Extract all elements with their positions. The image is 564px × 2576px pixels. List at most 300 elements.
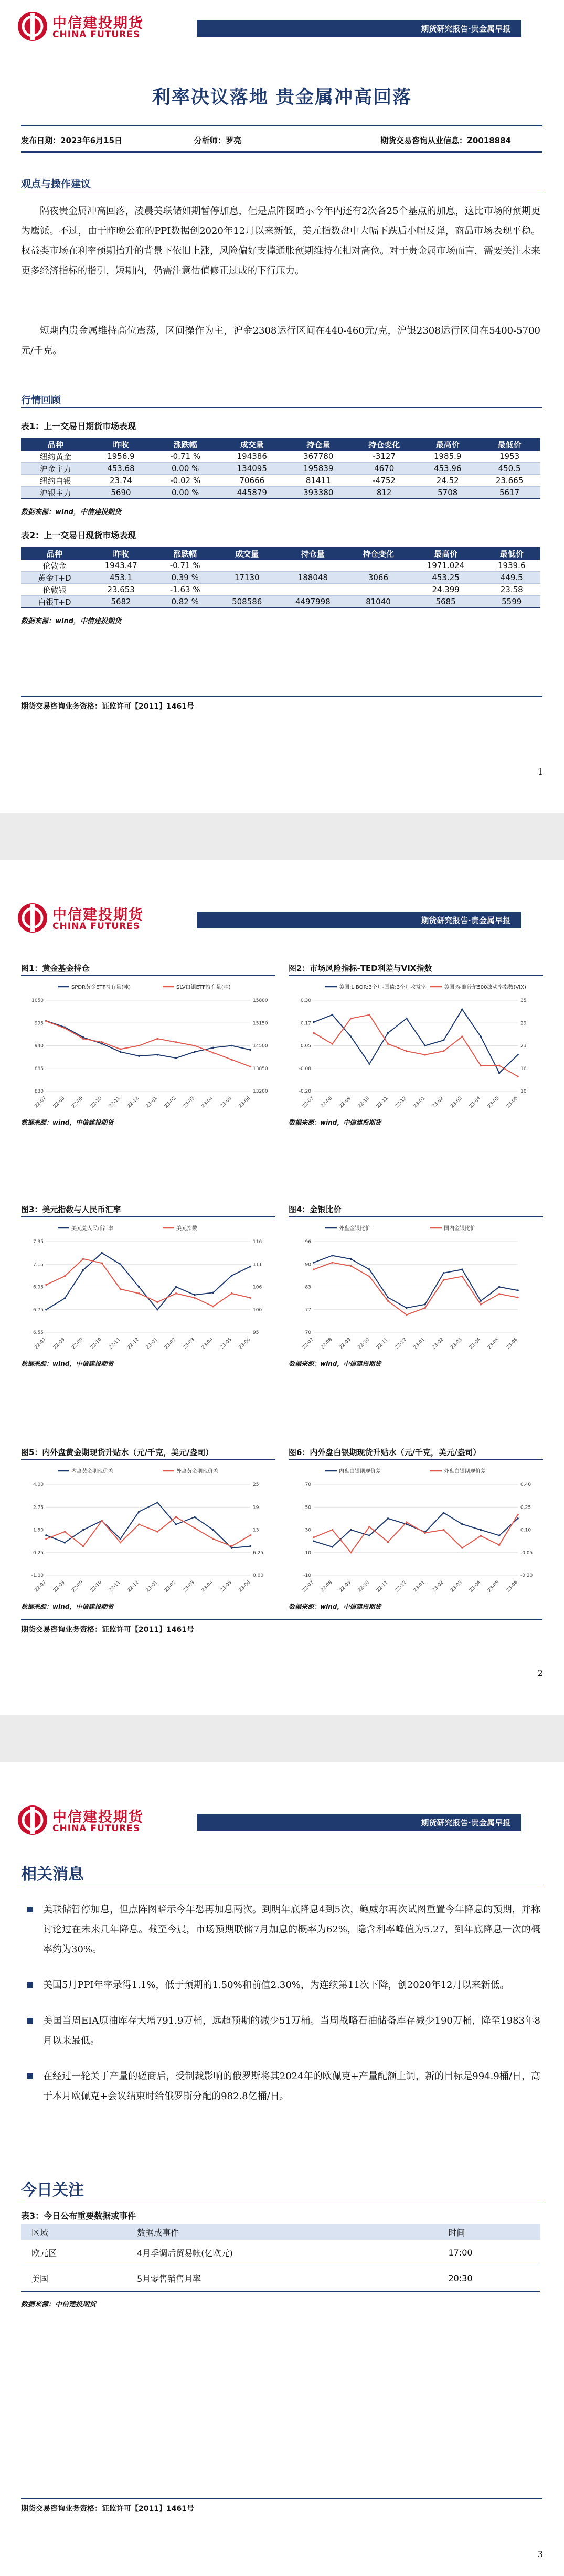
- data-point: [138, 1511, 140, 1513]
- y-tick-label: 70: [305, 1330, 311, 1335]
- chart-source: 数据来源：wind，中信建投期货: [21, 1603, 114, 1610]
- data-point: [175, 1516, 177, 1518]
- x-tick-label: 23-05: [487, 1096, 501, 1109]
- x-tick-label: 23-06: [238, 1337, 252, 1351]
- table-cell: 3066: [348, 572, 408, 584]
- section-heading-review: 行情回顾: [21, 394, 61, 406]
- legend-label: 美国:标准普尔500波动率指数(VIX): [444, 985, 526, 990]
- table-cell: 伦敦银: [21, 584, 88, 596]
- report-title: 利率决议落地 贵金属冲高回落: [152, 87, 412, 108]
- chart-title-line: [289, 1459, 543, 1460]
- series-line: [314, 1009, 518, 1073]
- footer-line: [21, 696, 542, 697]
- table-cell: 4497998: [278, 596, 348, 608]
- data-point: [461, 1276, 463, 1278]
- x-tick-label: 23-06: [238, 1096, 252, 1109]
- table-header-cell: 持仓变化: [348, 547, 408, 560]
- table-row: [21, 487, 540, 499]
- x-tick-label: 22-10: [89, 1096, 103, 1109]
- data-point: [249, 1545, 251, 1547]
- data-point: [175, 1057, 177, 1059]
- chart-title: 图2：市场风险指标-TED利差与VIX指数: [289, 964, 432, 973]
- table-header-cell: 时间: [438, 2224, 540, 2240]
- chart-block-5: [21, 1447, 275, 1609]
- data-point: [498, 1072, 501, 1074]
- data-point: [517, 1076, 519, 1078]
- data-point: [120, 1538, 122, 1540]
- table-cell: 1971.024: [409, 560, 483, 572]
- news-heading: 相关消息: [21, 1865, 84, 1884]
- y2-tick-label: 13200: [253, 1089, 268, 1094]
- page-gap: [0, 813, 564, 860]
- header-label: 期货研究报告·贵金属早报: [421, 1818, 510, 1827]
- data-point: [231, 1045, 233, 1047]
- y2-tick-label: 14500: [253, 1043, 268, 1049]
- data-point: [45, 1538, 47, 1540]
- chart-title: 图1：黄金基金持仓: [21, 964, 90, 973]
- table-cell: 0.82 %: [154, 596, 216, 608]
- x-tick-label: 22-08: [320, 1096, 334, 1109]
- series-line: [46, 1517, 250, 1546]
- y-tick-label: -10: [303, 1573, 311, 1578]
- chart-title: 图5：内外盘黄金期现货升贴水（元/千克，美元/盎司）: [21, 1448, 214, 1457]
- series-line: [46, 1259, 250, 1307]
- data-point: [443, 1050, 445, 1052]
- data-point: [424, 1054, 426, 1056]
- y-tick-label: -0.20: [299, 1089, 311, 1094]
- data-point: [517, 1517, 519, 1520]
- table-cell: 0.00 %: [152, 487, 219, 499]
- legend-label: 内盘白银期现价差: [339, 1469, 381, 1474]
- data-point: [138, 1286, 140, 1288]
- page-header: [0, 0, 564, 50]
- chart-title-line: [21, 975, 275, 976]
- table-header-cell: 最低价: [483, 547, 540, 560]
- table-cell: 5月零售销售月率: [126, 2265, 438, 2292]
- table-cell: -0.71 %: [152, 451, 219, 463]
- x-tick-label: 23-01: [412, 1096, 427, 1109]
- data-point: [212, 1306, 214, 1308]
- chart-source: 数据来源：wind，中信建投期货: [289, 1603, 381, 1610]
- table-cell: 5685: [409, 596, 483, 608]
- table-row: [21, 2265, 540, 2292]
- data-point: [443, 1529, 445, 1531]
- data-point: [443, 1272, 445, 1274]
- table-cell: 188048: [278, 572, 348, 584]
- brand-name-cn: 中信建投期货: [52, 1809, 144, 1825]
- data-point: [64, 1531, 66, 1533]
- x-tick-label: 23-02: [164, 1580, 177, 1594]
- x-tick-label: 22-08: [52, 1337, 66, 1351]
- company-logo-icon: [17, 10, 48, 42]
- series-line: [314, 1515, 518, 1553]
- divider: [21, 407, 542, 408]
- footer-line: [21, 2498, 542, 2499]
- y2-tick-label: 23: [520, 1043, 527, 1049]
- chart-title: 图4：金银比价: [289, 1205, 342, 1214]
- x-tick-label: 22-12: [394, 1580, 408, 1594]
- table-cell: 453.96: [417, 463, 478, 475]
- x-tick-label: 23-04: [468, 1337, 482, 1351]
- table-row: [21, 451, 540, 463]
- y2-tick-label: -0.20: [520, 1573, 533, 1578]
- chart-usd-cny: [21, 1221, 275, 1354]
- data-point: [156, 1038, 158, 1040]
- y-tick-label: 77: [305, 1307, 311, 1313]
- table-cell: 195839: [285, 463, 352, 475]
- table-cell: 70666: [219, 475, 285, 487]
- series-line: [314, 1256, 518, 1308]
- bullet-icon: [27, 2073, 33, 2079]
- brand-name-en: CHINA FUTURES: [52, 1823, 141, 1834]
- data-point: [387, 1043, 389, 1045]
- table-header-cell: 品种: [21, 547, 88, 560]
- data-point: [82, 1529, 84, 1531]
- data-point: [424, 1045, 426, 1047]
- table-cell: 5682: [88, 596, 154, 608]
- y2-tick-label: 25: [253, 1482, 259, 1488]
- data-point: [368, 1063, 370, 1065]
- table-cell: 白银T+D: [21, 596, 88, 608]
- x-tick-label: 22-12: [126, 1337, 140, 1351]
- table-cell: 23.653: [88, 584, 154, 596]
- data-point: [101, 1252, 103, 1254]
- bullet-icon: [27, 2018, 33, 2024]
- data-point: [480, 1535, 482, 1537]
- table-cell: -4752: [352, 475, 417, 487]
- table-header-cell: 成交量: [216, 547, 278, 560]
- table-cell: 367780: [285, 451, 352, 463]
- data-point: [406, 1307, 408, 1309]
- data-point: [350, 1552, 352, 1554]
- table-cell: -1.63 %: [154, 584, 216, 596]
- data-point: [443, 1279, 445, 1281]
- data-point: [461, 1547, 463, 1549]
- x-tick-label: 22-12: [394, 1096, 408, 1109]
- table-cell: 445879: [219, 487, 285, 499]
- data-point: [249, 1049, 251, 1051]
- data-point: [406, 1521, 408, 1523]
- data-point: [120, 1542, 122, 1544]
- data-point: [350, 1035, 352, 1038]
- table-row: [21, 560, 540, 572]
- data-point: [498, 1293, 501, 1295]
- table-cell: -0.02 %: [152, 475, 219, 487]
- table-cell: 453.25: [409, 572, 483, 584]
- table-cell: 20:30: [438, 2265, 540, 2292]
- data-point: [212, 1047, 214, 1049]
- data-point: [45, 1534, 47, 1536]
- header-label: 期货研究报告·贵金属早报: [421, 916, 510, 925]
- y-tick-label: -1.00: [31, 1573, 44, 1578]
- data-point: [480, 1529, 482, 1531]
- x-tick-label: 23-04: [468, 1096, 482, 1109]
- header-label: 期货研究报告·贵金属早报: [421, 24, 510, 34]
- data-point: [138, 1292, 140, 1295]
- futures-table: [21, 438, 540, 499]
- data-point: [332, 1262, 334, 1264]
- y2-tick-label: 0.25: [520, 1505, 531, 1511]
- data-point: [350, 1529, 352, 1531]
- y-tick-label: 7.35: [33, 1239, 44, 1245]
- data-point: [249, 1534, 251, 1536]
- page-header: [0, 1794, 564, 1844]
- table-cell: [216, 560, 278, 572]
- data-point: [156, 1502, 158, 1504]
- data-point: [313, 1268, 315, 1270]
- x-tick-label: 22-11: [108, 1580, 122, 1594]
- divider: [21, 125, 542, 126]
- x-tick-label: 23-06: [505, 1580, 519, 1594]
- legend-label: 美国:LIBOR:3个月-国债:3个月收益率: [339, 985, 427, 990]
- data-point: [194, 1051, 196, 1053]
- data-point: [461, 1523, 463, 1525]
- divider: [21, 151, 542, 153]
- table-cell: 4670: [352, 463, 417, 475]
- data-point: [498, 1544, 501, 1546]
- chart-block-4: [289, 1204, 543, 1366]
- footer-text: 期货交易咨询业务资格：证监许可【2011】1461号: [21, 1626, 194, 1634]
- x-tick-label: 23-02: [164, 1096, 177, 1109]
- x-tick-label: 22-07: [34, 1337, 48, 1351]
- data-point: [231, 1547, 233, 1549]
- footer-text: 期货交易咨询业务资格：证监许可【2011】1461号: [21, 2505, 194, 2513]
- x-tick-label: 22-07: [34, 1580, 48, 1594]
- data-point: [64, 1297, 66, 1299]
- table-cell: 1943.47: [88, 560, 154, 572]
- x-tick-label: 22-08: [52, 1096, 66, 1109]
- table-cell: -0.71 %: [154, 560, 216, 572]
- x-tick-label: 22-07: [34, 1096, 48, 1109]
- x-tick-label: 23-03: [450, 1096, 464, 1109]
- x-tick-label: 22-07: [301, 1096, 315, 1109]
- chart-title-line: [289, 1216, 543, 1217]
- x-tick-label: 22-08: [320, 1337, 334, 1351]
- page-3: [0, 1762, 564, 2576]
- page-1: [0, 0, 564, 813]
- page-number: 2: [537, 1668, 543, 1678]
- table-header-cell: 昨收: [90, 438, 152, 451]
- data-point: [212, 1292, 214, 1294]
- data-point: [424, 1303, 426, 1306]
- data-point: [82, 1258, 84, 1260]
- data-point: [194, 1045, 196, 1047]
- y-tick-label: 0.30: [300, 998, 311, 1003]
- series-line: [46, 1253, 250, 1310]
- chart-title-line: [21, 1459, 275, 1460]
- data-point: [249, 1066, 251, 1068]
- news-item: [21, 1975, 540, 1995]
- x-tick-label: 23-04: [200, 1580, 215, 1594]
- y-tick-label: 885: [34, 1066, 44, 1072]
- table-row: [21, 572, 540, 584]
- bullet-icon: [27, 1982, 33, 1988]
- data-point: [194, 1294, 196, 1296]
- table-cell: 81411: [285, 475, 352, 487]
- data-point: [443, 1039, 445, 1041]
- chart-source: 数据来源：wind，中信建投期货: [21, 1119, 114, 1126]
- table-header-cell: 区域: [21, 2224, 126, 2240]
- y-tick-label: 10: [305, 1550, 311, 1556]
- data-point: [424, 1532, 426, 1534]
- brand-name-cn: 中信建投期货: [52, 15, 144, 31]
- data-point: [138, 1523, 140, 1525]
- y-tick-label: 1.50: [33, 1527, 44, 1533]
- table-cell: 194386: [219, 451, 285, 463]
- y2-tick-label: -0.05: [520, 1550, 533, 1556]
- series-line: [314, 1263, 518, 1315]
- x-tick-label: 23-01: [145, 1580, 159, 1594]
- y-tick-label: 1050: [31, 998, 44, 1003]
- x-tick-label: 23-05: [219, 1096, 233, 1109]
- x-tick-label: 23-01: [145, 1096, 159, 1109]
- y2-tick-label: 95: [253, 1330, 259, 1335]
- x-tick-label: 22-10: [357, 1096, 371, 1109]
- table-header-cell: 持仓量: [278, 547, 348, 560]
- data-point: [461, 1268, 463, 1270]
- data-point: [498, 1065, 501, 1067]
- y2-tick-label: 13: [253, 1527, 259, 1533]
- x-tick-label: 22-07: [301, 1580, 315, 1594]
- table-cell: 0.39 %: [154, 572, 216, 584]
- y-tick-label: 7.15: [33, 1262, 44, 1268]
- legend-label: 内盘黄金期现价差: [71, 1469, 113, 1474]
- x-tick-label: 22-11: [376, 1580, 389, 1594]
- bullet-icon: [27, 1907, 33, 1912]
- data-point: [461, 1009, 463, 1011]
- y2-tick-label: 16: [520, 1066, 527, 1072]
- x-tick-label: 23-01: [145, 1337, 159, 1351]
- y2-tick-label: 6.25: [253, 1550, 264, 1556]
- y-tick-label: 70: [305, 1482, 311, 1488]
- series-line: [46, 1021, 250, 1058]
- data-point: [64, 1542, 66, 1544]
- data-point: [498, 1286, 501, 1288]
- table-cell: 伦敦金: [21, 560, 88, 572]
- data-point: [231, 1292, 233, 1295]
- chart-gold-basis: [21, 1463, 275, 1597]
- news-text: 美联储暂停加息，但点阵图暗示今年恐再加息两次。到明年底降息4到5次，鲍威尔再次试图重置今年降息的预期，并称讨论过在未来几年降息。截至今晨，市场预期联储7月加息的概率为62%，隐含利率峰值为5.27，到年底降息一次的概率约为30%。: [43, 1904, 540, 1955]
- table-cell: 508586: [216, 596, 278, 608]
- table-cell: 1939.6: [483, 560, 540, 572]
- news-item: [21, 2011, 540, 2051]
- today-heading: 今日关注: [21, 2181, 84, 2199]
- table-header-cell: 成交量: [219, 438, 285, 451]
- x-tick-label: 22-10: [89, 1580, 103, 1594]
- table-cell: 5708: [417, 487, 478, 499]
- y2-tick-label: 35: [520, 998, 527, 1003]
- page-header: [0, 892, 564, 942]
- y-tick-label: 6.55: [33, 1330, 44, 1335]
- data-point: [387, 1032, 389, 1034]
- data-point: [368, 1014, 370, 1016]
- data-point: [231, 1275, 233, 1277]
- company-logo-icon: [17, 1804, 48, 1836]
- x-tick-label: 22-10: [89, 1337, 103, 1351]
- y2-tick-label: 10: [520, 1089, 527, 1094]
- x-tick-label: 23-03: [182, 1337, 196, 1351]
- legend-label: 国内金银比价: [444, 1226, 475, 1232]
- section-heading-view: 观点与操作建议: [21, 178, 91, 190]
- table-header-cell: 数据或事件: [126, 2224, 438, 2240]
- chart-silver-basis: [289, 1463, 543, 1597]
- x-tick-label: 22-10: [357, 1337, 371, 1351]
- y2-tick-label: 13850: [253, 1066, 268, 1072]
- x-tick-label: 22-09: [71, 1096, 84, 1109]
- legend-label: 外盘金银比价: [339, 1226, 370, 1232]
- data-point: [313, 1021, 315, 1023]
- x-tick-label: 23-06: [238, 1580, 252, 1594]
- chart-block-3: [21, 1204, 275, 1366]
- y2-tick-label: 0.00: [253, 1573, 264, 1578]
- data-point: [175, 1041, 177, 1043]
- data-point: [313, 1262, 315, 1264]
- x-tick-label: 22-11: [376, 1337, 389, 1351]
- table-cell: [216, 584, 278, 596]
- x-tick-label: 23-02: [431, 1096, 445, 1109]
- x-tick-label: 23-01: [412, 1337, 427, 1351]
- y2-tick-label: 111: [253, 1262, 262, 1268]
- chart-title: 图6：内外盘白银期现货升贴水（元/千克，美元/盎司）: [289, 1448, 481, 1457]
- y-tick-label: 940: [34, 1043, 44, 1049]
- data-point: [120, 1051, 122, 1053]
- x-tick-label: 22-09: [338, 1580, 352, 1594]
- table-cell: 24.52: [417, 475, 478, 487]
- chart-block-1: [21, 963, 275, 1125]
- data-point: [212, 1052, 214, 1054]
- data-point: [387, 1541, 389, 1543]
- data-point: [480, 1065, 482, 1067]
- header-bar: [197, 1814, 521, 1831]
- paragraph-view: 隔夜贵金属冲高回落，凌晨美联储如期暂停加息，但是点阵图暗示今年内还有2次各25个基点的加息，这比市场的预期更为鹰派。不过，由于昨晚公布的PPI数据创2020年12月以来新低，美元指数盘中大幅下跌后小幅反弹，商品市场表现平稳。权益类市场在利率预期抬升的背景下依旧上涨，风险偏好支撑通胀预期维持在相对高位。对于贵金属市场而言，需要关注未来更多经济指标的指引，短期内，仍需注意估值修正过成的下行压力。: [21, 206, 540, 276]
- data-point: [175, 1286, 177, 1288]
- x-tick-label: 23-04: [200, 1337, 215, 1351]
- data-point: [194, 1527, 196, 1529]
- data-point: [156, 1054, 158, 1056]
- page-number: 1: [537, 767, 543, 777]
- data-point: [45, 1309, 47, 1311]
- y-tick-label: 830: [34, 1089, 44, 1094]
- table-header-cell: 昨收: [88, 547, 154, 560]
- data-point: [138, 1045, 140, 1047]
- y2-tick-label: 19: [253, 1505, 259, 1511]
- table-header-cell: 最高价: [417, 438, 478, 451]
- data-point: [231, 1545, 233, 1547]
- x-tick-label: 23-05: [487, 1337, 501, 1351]
- x-tick-label: 23-03: [182, 1096, 196, 1109]
- y-tick-label: 0.25: [33, 1550, 44, 1556]
- data-point: [387, 1517, 389, 1520]
- data-point: [120, 1288, 122, 1290]
- table-cell: 17130: [216, 572, 278, 584]
- y-tick-label: 0.17: [300, 1021, 311, 1027]
- x-tick-label: 23-03: [182, 1580, 196, 1594]
- data-point: [82, 1038, 84, 1040]
- table-row: [21, 584, 540, 596]
- data-point: [368, 1268, 370, 1270]
- y-tick-label: -0.08: [299, 1066, 311, 1072]
- data-point: [517, 1514, 519, 1516]
- legend-label: 美元兑人民币汇率: [71, 1226, 113, 1232]
- x-tick-label: 23-05: [219, 1580, 233, 1594]
- data-point: [480, 1303, 482, 1306]
- table-cell: [278, 560, 348, 572]
- data-point: [82, 1269, 84, 1271]
- y-tick-label: 0.05: [300, 1043, 311, 1049]
- table3-title: 表3：今日公布重要数据或事件: [21, 2211, 136, 2221]
- table2-source: 数据来源：wind，中信建投期货: [21, 617, 122, 625]
- data-point: [313, 1540, 315, 1542]
